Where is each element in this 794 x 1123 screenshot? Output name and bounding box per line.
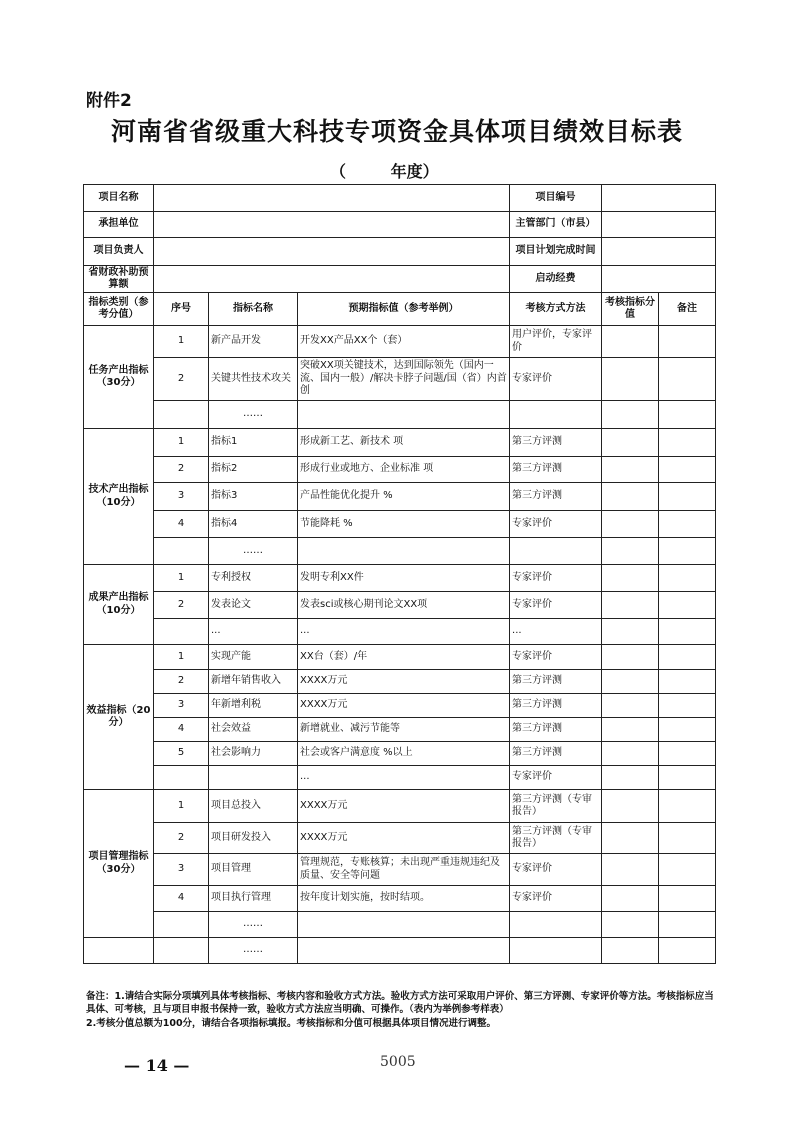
table-row bbox=[84, 766, 716, 790]
project-name-field[interactable] bbox=[154, 185, 510, 212]
row-no bbox=[154, 538, 209, 565]
indicator-name bbox=[209, 766, 298, 790]
remark-cell bbox=[659, 823, 716, 854]
indicator-value: 发明专利XX件 bbox=[298, 565, 510, 592]
row-no: 2 bbox=[154, 670, 209, 694]
remark-cell bbox=[659, 538, 716, 565]
indicator-name: …… bbox=[209, 401, 298, 429]
table-row bbox=[84, 742, 716, 766]
category-cell: 任务产出指标（30分） bbox=[84, 326, 154, 429]
table-row bbox=[84, 358, 716, 401]
table-row bbox=[84, 790, 716, 823]
score-cell bbox=[602, 790, 659, 823]
row-no: 3 bbox=[154, 854, 209, 886]
table-row bbox=[84, 854, 716, 886]
indicator-name: …… bbox=[209, 912, 298, 938]
attachment-label: 附件2 bbox=[86, 91, 132, 111]
remark-cell bbox=[659, 592, 716, 619]
start-fund-field[interactable] bbox=[602, 266, 716, 293]
table-row bbox=[84, 645, 716, 670]
column-header: 指标名称 bbox=[209, 293, 298, 326]
assessment-method: 第三方评测 bbox=[510, 670, 602, 694]
remark-cell bbox=[659, 742, 716, 766]
notes bbox=[86, 990, 716, 1030]
assessment-method: 专家评价 bbox=[510, 886, 602, 912]
remark-cell bbox=[659, 670, 716, 694]
score-cell bbox=[602, 619, 659, 645]
indicator-value: 发表sci或核心期刊论文XX项 bbox=[298, 592, 510, 619]
remark-cell bbox=[659, 326, 716, 358]
indicator-value: 产品性能优化提升 % bbox=[298, 483, 510, 511]
column-header: 备注 bbox=[659, 293, 716, 326]
row-no bbox=[154, 912, 209, 938]
table-row bbox=[84, 401, 716, 429]
table-row bbox=[84, 938, 716, 964]
note-line: 备注：1.请结合实际分项填列具体考核指标、考核内容和验收方式方法。验收方式方法可采取用户评价、第三方评测、专家评价等方法。考核指标应当具体、可考核，且与项目申报书保持一致，验收方式方法应当明确、可操作。（表内为举例参考样表） bbox=[86, 991, 714, 1016]
table-row bbox=[84, 823, 716, 854]
score-cell bbox=[602, 938, 659, 964]
table-row bbox=[84, 538, 716, 565]
project-no-field[interactable] bbox=[602, 185, 716, 212]
plan-time-field[interactable] bbox=[602, 238, 716, 266]
indicator-name: 项目执行管理 bbox=[209, 886, 298, 912]
assessment-method: ... bbox=[510, 619, 602, 645]
category-cell: 效益指标（20分） bbox=[84, 645, 154, 790]
score-cell bbox=[602, 538, 659, 565]
assessment-method: 第三方评测 bbox=[510, 718, 602, 742]
indicator-value: XXXX万元 bbox=[298, 790, 510, 823]
row-no: 3 bbox=[154, 694, 209, 718]
score-cell bbox=[602, 718, 659, 742]
indicator-name: 指标4 bbox=[209, 511, 298, 538]
indicator-value bbox=[298, 401, 510, 429]
assessment-method: 专家评价 bbox=[510, 854, 602, 886]
assessment-method: 专家评价 bbox=[510, 766, 602, 790]
remark-cell bbox=[659, 565, 716, 592]
score-cell bbox=[602, 766, 659, 790]
indicator-name: …… bbox=[209, 938, 298, 964]
remark-cell bbox=[659, 886, 716, 912]
indicator-value: 按年度计划实施，按时结项。 bbox=[298, 886, 510, 912]
score-cell bbox=[602, 565, 659, 592]
undertaker-label: 承担单位 bbox=[84, 212, 154, 238]
project-name-label: 项目名称 bbox=[84, 185, 154, 212]
assessment-method bbox=[510, 938, 602, 964]
indicator-name: 项目总投入 bbox=[209, 790, 298, 823]
indicator-name: 指标1 bbox=[209, 429, 298, 457]
indicator-name: 年新增利税 bbox=[209, 694, 298, 718]
assessment-method: 第三方评测（专审报告） bbox=[510, 823, 602, 854]
indicator-value: 突破XX项关键技术，达到国际领先（国内一流、国内一般）/解决卡脖子问题/国（省）内首创 bbox=[298, 358, 510, 401]
row-no bbox=[154, 938, 209, 964]
category-cell: 项目管理指标（30分） bbox=[84, 790, 154, 938]
indicator-name: …… bbox=[209, 538, 298, 565]
category-cell: 技术产出指标（10分） bbox=[84, 429, 154, 565]
score-cell bbox=[602, 854, 659, 886]
remark-cell bbox=[659, 790, 716, 823]
assessment-method: 第三方评测 bbox=[510, 483, 602, 511]
row-no bbox=[154, 619, 209, 645]
indicator-value: 管理规范，专账核算；未出现严重违规违纪及质量、安全等问题 bbox=[298, 854, 510, 886]
indicator-value: 节能降耗 % bbox=[298, 511, 510, 538]
indicator-name: 项目研发投入 bbox=[209, 823, 298, 854]
column-header: 指标类别（参考分值） bbox=[84, 293, 154, 326]
table-row bbox=[84, 326, 716, 358]
row-no: 3 bbox=[154, 483, 209, 511]
assessment-method: 专家评价 bbox=[510, 565, 602, 592]
remark-cell bbox=[659, 854, 716, 886]
assessment-method: 专家评价 bbox=[510, 645, 602, 670]
start-fund-label: 启动经费 bbox=[510, 266, 602, 293]
table-row bbox=[84, 429, 716, 457]
row-no: 4 bbox=[154, 511, 209, 538]
table-row bbox=[84, 565, 716, 592]
indicator-name: 指标3 bbox=[209, 483, 298, 511]
remark-cell bbox=[659, 645, 716, 670]
score-cell bbox=[602, 429, 659, 457]
table-row bbox=[84, 457, 716, 483]
score-cell bbox=[602, 670, 659, 694]
remark-cell bbox=[659, 457, 716, 483]
indicator-value: 形成新工艺、新技术 项 bbox=[298, 429, 510, 457]
table-row bbox=[84, 592, 716, 619]
dept-label: 主管部门（市县） bbox=[510, 212, 602, 238]
remark-cell bbox=[659, 718, 716, 742]
remark-cell bbox=[659, 912, 716, 938]
remark-cell bbox=[659, 358, 716, 401]
assessment-method: 专家评价 bbox=[510, 358, 602, 401]
undertaker-field[interactable] bbox=[154, 212, 510, 238]
column-header: 预期指标值（参考举例） bbox=[298, 293, 510, 326]
score-cell bbox=[602, 645, 659, 670]
performance-target-table bbox=[83, 184, 716, 964]
score-cell bbox=[602, 401, 659, 429]
category-cell: 成果产出指标（10分） bbox=[84, 565, 154, 645]
table-row bbox=[84, 886, 716, 912]
row-no: 2 bbox=[154, 358, 209, 401]
table-row bbox=[84, 912, 716, 938]
indicator-name: 新产品开发 bbox=[209, 326, 298, 358]
indicator-value bbox=[298, 538, 510, 565]
table-row bbox=[84, 694, 716, 718]
assessment-method: 第三方评测 bbox=[510, 694, 602, 718]
remark-cell bbox=[659, 619, 716, 645]
indicator-name: 社会效益 bbox=[209, 718, 298, 742]
column-header: 考核指标分值 bbox=[602, 293, 659, 326]
plan-time-label: 项目计划完成时间 bbox=[510, 238, 602, 266]
score-cell bbox=[602, 823, 659, 854]
row-no: 1 bbox=[154, 790, 209, 823]
indicator-value bbox=[298, 938, 510, 964]
indicator-name: ... bbox=[209, 619, 298, 645]
indicator-value: ... bbox=[298, 619, 510, 645]
assessment-method: 用户评价，专家评价 bbox=[510, 326, 602, 358]
score-cell bbox=[602, 742, 659, 766]
indicator-value: XX台（套）/年 bbox=[298, 645, 510, 670]
assessment-method bbox=[510, 401, 602, 429]
score-cell bbox=[602, 694, 659, 718]
column-header: 考核方式方法 bbox=[510, 293, 602, 326]
leader-field[interactable] bbox=[154, 238, 510, 266]
subsidy-field[interactable] bbox=[154, 266, 510, 293]
subsidy-label: 省财政补助预算额 bbox=[84, 266, 154, 293]
indicator-value: 开发XX产品XX个（套） bbox=[298, 326, 510, 358]
project-no-label: 项目编号 bbox=[510, 185, 602, 212]
indicator-name: 发表论文 bbox=[209, 592, 298, 619]
indicator-name: 指标2 bbox=[209, 457, 298, 483]
assessment-method bbox=[510, 538, 602, 565]
page-title: 河南省省级重大科技专项资金具体项目绩效目标表 bbox=[110, 117, 683, 146]
score-cell bbox=[602, 511, 659, 538]
row-no bbox=[154, 401, 209, 429]
indicator-value: XXXX万元 bbox=[298, 670, 510, 694]
note-line: 2.考核分值总额为100分，请结合各项指标填报。考核指标和分值可根据具体项目情况进行调整。 bbox=[86, 1017, 497, 1029]
row-no: 2 bbox=[154, 823, 209, 854]
assessment-method: 第三方评测 bbox=[510, 742, 602, 766]
row-no: 1 bbox=[154, 326, 209, 358]
indicator-name: 专利授权 bbox=[209, 565, 298, 592]
remark-cell bbox=[659, 483, 716, 511]
indicator-value: XXXX万元 bbox=[298, 823, 510, 854]
indicator-value bbox=[298, 912, 510, 938]
indicator-value: 社会或客户满意度 %以上 bbox=[298, 742, 510, 766]
indicator-value: 形成行业或地方、企业标准 项 bbox=[298, 457, 510, 483]
assessment-method bbox=[510, 912, 602, 938]
row-no: 2 bbox=[154, 592, 209, 619]
category-cell bbox=[84, 938, 154, 964]
row-no: 4 bbox=[154, 886, 209, 912]
indicator-name: 项目管理 bbox=[209, 854, 298, 886]
column-header: 序号 bbox=[154, 293, 209, 326]
score-cell bbox=[602, 457, 659, 483]
row-no: 1 bbox=[154, 429, 209, 457]
assessment-method: 第三方评测（专审报告） bbox=[510, 790, 602, 823]
row-no: 1 bbox=[154, 645, 209, 670]
assessment-method: 专家评价 bbox=[510, 511, 602, 538]
score-cell bbox=[602, 592, 659, 619]
column-header-row bbox=[84, 293, 716, 326]
dept-field[interactable] bbox=[602, 212, 716, 238]
remark-cell bbox=[659, 429, 716, 457]
remark-cell bbox=[659, 938, 716, 964]
indicator-value: 新增就业、减污节能等 bbox=[298, 718, 510, 742]
assessment-method: 第三方评测 bbox=[510, 457, 602, 483]
row-no: 4 bbox=[154, 718, 209, 742]
leader-label: 项目负责人 bbox=[84, 238, 154, 266]
table-row bbox=[84, 619, 716, 645]
indicator-name: 实现产能 bbox=[209, 645, 298, 670]
assessment-method: 第三方评测 bbox=[510, 429, 602, 457]
table-row bbox=[84, 483, 716, 511]
score-cell bbox=[602, 358, 659, 401]
indicator-value: XXXX万元 bbox=[298, 694, 510, 718]
score-cell bbox=[602, 886, 659, 912]
score-cell bbox=[602, 326, 659, 358]
table-row bbox=[84, 718, 716, 742]
row-no: 5 bbox=[154, 742, 209, 766]
page-number: — 14 — bbox=[124, 1056, 190, 1075]
remark-cell bbox=[659, 511, 716, 538]
row-no bbox=[154, 766, 209, 790]
remark-cell bbox=[659, 766, 716, 790]
year-label: （ 年度） bbox=[330, 162, 439, 181]
remark-cell bbox=[659, 401, 716, 429]
row-no: 2 bbox=[154, 457, 209, 483]
score-cell bbox=[602, 483, 659, 511]
indicator-name: 新增年销售收入 bbox=[209, 670, 298, 694]
score-cell bbox=[602, 912, 659, 938]
row-no: 1 bbox=[154, 565, 209, 592]
remark-cell bbox=[659, 694, 716, 718]
table-row bbox=[84, 670, 716, 694]
indicator-name: 关键共性技术攻关 bbox=[209, 358, 298, 401]
assessment-method: 专家评价 bbox=[510, 592, 602, 619]
doc-code: 5005 bbox=[380, 1054, 416, 1070]
indicator-value: ... bbox=[298, 766, 510, 790]
table-row bbox=[84, 511, 716, 538]
indicator-name: 社会影响力 bbox=[209, 742, 298, 766]
